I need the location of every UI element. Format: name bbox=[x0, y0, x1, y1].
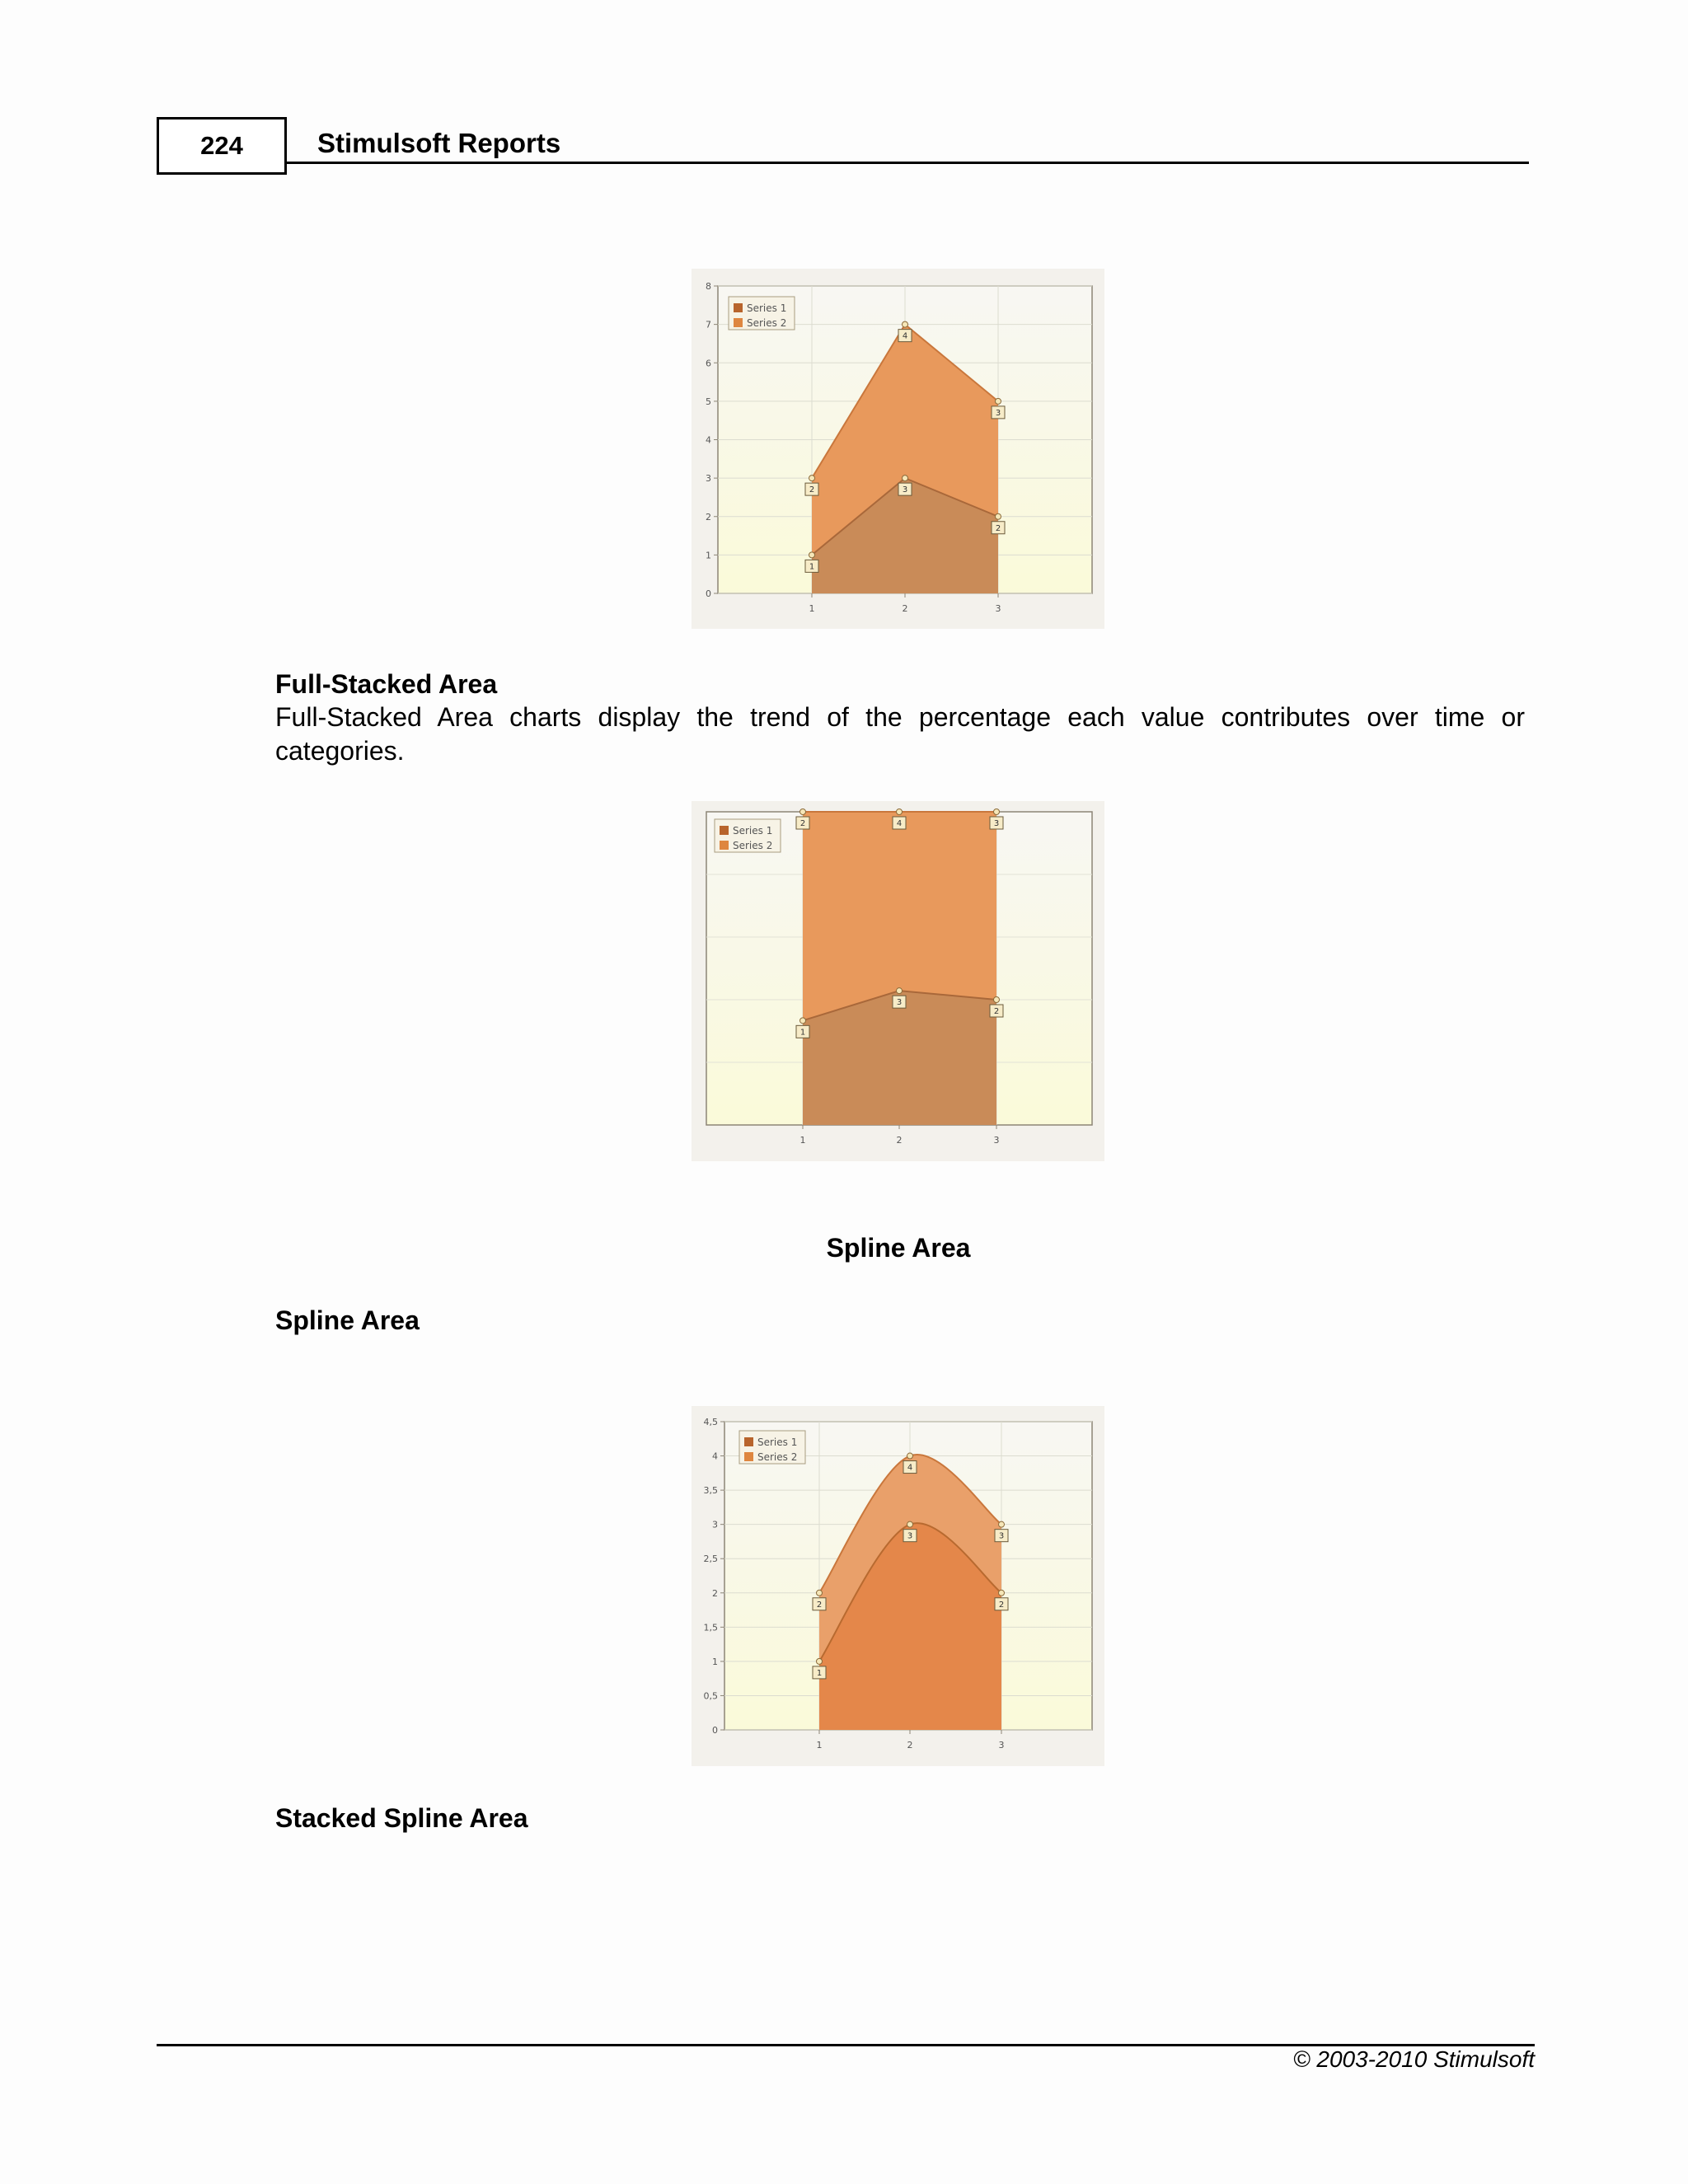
series-2-data-label: 2 bbox=[816, 1600, 823, 1610]
y-tick-label: 8 bbox=[706, 281, 711, 292]
series-2-marker bbox=[999, 1521, 1005, 1527]
series-2-marker bbox=[907, 1453, 913, 1459]
x-tick-label: 3 bbox=[998, 1740, 1005, 1750]
y-tick-label: 5 bbox=[706, 396, 711, 407]
x-tick-label: 3 bbox=[993, 1135, 1000, 1146]
series-2-data-label: 4 bbox=[907, 1463, 913, 1473]
spline-area-chart-svg bbox=[692, 1406, 1104, 1766]
legend-label: Series 1 bbox=[757, 1436, 798, 1448]
y-tick-label: 3 bbox=[706, 473, 711, 485]
series-1-marker bbox=[817, 1658, 823, 1664]
series-2-data-label: 4 bbox=[896, 819, 903, 828]
series-2-data-label: 2 bbox=[809, 485, 815, 495]
series-1-data-label: 3 bbox=[902, 485, 908, 495]
x-tick-label: 1 bbox=[816, 1740, 823, 1750]
series-1-marker bbox=[903, 476, 908, 481]
legend-label: Series 2 bbox=[747, 317, 787, 329]
full-stacked-description: Full-Stacked Area charts display the trend of the percentage each value contributes over time or categories. bbox=[275, 702, 1525, 766]
x-tick-label: 1 bbox=[809, 603, 815, 614]
series-1-marker bbox=[999, 1590, 1005, 1596]
full-stacked-heading: Full-Stacked Area bbox=[275, 669, 498, 699]
y-tick-label: 0 bbox=[712, 1725, 718, 1736]
stacked-area-chart-svg bbox=[692, 269, 1104, 629]
series-1-marker bbox=[907, 1521, 913, 1527]
series-1-data-label: 2 bbox=[993, 1007, 1000, 1016]
y-tick-label: 4,5 bbox=[703, 1417, 718, 1427]
full-stacked-area-chart bbox=[692, 801, 1104, 1161]
series-1-data-label: 1 bbox=[809, 562, 815, 572]
x-tick-label: 2 bbox=[907, 1740, 913, 1750]
series-1-marker bbox=[800, 1018, 806, 1024]
spline-area-caption: Spline Area bbox=[826, 1233, 971, 1263]
series-1-data-label: 2 bbox=[998, 1600, 1005, 1610]
legend-swatch bbox=[734, 318, 743, 327]
y-tick-label: 7 bbox=[706, 319, 711, 330]
legend-label: Series 2 bbox=[757, 1451, 798, 1463]
x-tick-label: 2 bbox=[896, 1135, 903, 1146]
series-2-marker bbox=[809, 476, 815, 481]
full-stacked-area-chart-svg bbox=[692, 801, 1104, 1161]
legend-swatch bbox=[744, 1437, 753, 1446]
series-2-marker bbox=[897, 809, 903, 815]
series-2-marker bbox=[994, 809, 1000, 815]
stacked-area-chart bbox=[692, 269, 1104, 629]
series-2-data-label: 2 bbox=[799, 819, 806, 828]
header-rule bbox=[287, 162, 1529, 164]
page-number: 224 bbox=[200, 131, 243, 160]
series-1-marker bbox=[996, 513, 1001, 519]
series-2-marker bbox=[996, 398, 1001, 404]
page-number-box bbox=[157, 117, 287, 175]
series-1-data-label: 1 bbox=[799, 1028, 806, 1038]
series-1-marker bbox=[994, 997, 1000, 1003]
series-2-marker bbox=[903, 321, 908, 327]
y-tick-label: 3,5 bbox=[703, 1485, 718, 1497]
x-tick-label: 1 bbox=[799, 1135, 806, 1146]
series-2-marker bbox=[817, 1590, 823, 1596]
x-tick-label: 3 bbox=[995, 603, 1001, 614]
y-tick-label: 3 bbox=[712, 1519, 718, 1530]
legend-swatch bbox=[744, 1452, 753, 1461]
y-tick-label: 2 bbox=[712, 1587, 718, 1599]
y-tick-label: 4 bbox=[712, 1451, 718, 1462]
series-2-marker bbox=[800, 809, 806, 815]
spline-area-heading: Spline Area bbox=[275, 1305, 420, 1335]
legend-label: Series 1 bbox=[733, 825, 773, 837]
y-tick-label: 0 bbox=[706, 588, 711, 599]
legend-label: Series 1 bbox=[747, 302, 787, 314]
series-1-data-label: 3 bbox=[896, 998, 903, 1008]
series-1-marker bbox=[809, 552, 815, 558]
x-tick-label: 2 bbox=[902, 603, 908, 614]
series-1-data-label: 3 bbox=[907, 1531, 913, 1541]
series-1-marker bbox=[897, 988, 903, 994]
y-tick-label: 2,5 bbox=[703, 1554, 718, 1565]
y-tick-label: 1,5 bbox=[703, 1622, 718, 1633]
y-tick-label: 1 bbox=[706, 550, 711, 561]
y-tick-label: 1 bbox=[712, 1656, 718, 1667]
series-1-data-label: 1 bbox=[816, 1668, 823, 1678]
y-tick-label: 0,5 bbox=[703, 1690, 718, 1702]
series-2-data-label: 4 bbox=[902, 331, 908, 341]
spline-area-chart bbox=[692, 1406, 1104, 1766]
series-2-data-label: 3 bbox=[998, 1531, 1005, 1541]
series-1-data-label: 2 bbox=[995, 523, 1001, 533]
footer-copyright: © 2003-2010 Stimulsoft bbox=[1292, 2046, 1535, 2072]
stacked-spline-area-heading: Stacked Spline Area bbox=[275, 1803, 528, 1833]
y-tick-label: 4 bbox=[706, 434, 711, 446]
y-tick-label: 2 bbox=[706, 511, 711, 523]
series-2-data-label: 3 bbox=[995, 408, 1001, 418]
y-tick-label: 6 bbox=[706, 358, 711, 369]
legend-swatch bbox=[734, 303, 743, 312]
legend-label: Series 2 bbox=[733, 840, 773, 851]
series-2-data-label: 3 bbox=[993, 819, 1000, 828]
legend-swatch bbox=[720, 841, 729, 850]
legend-swatch bbox=[720, 826, 729, 835]
header-title: Stimulsoft Reports bbox=[317, 128, 561, 158]
